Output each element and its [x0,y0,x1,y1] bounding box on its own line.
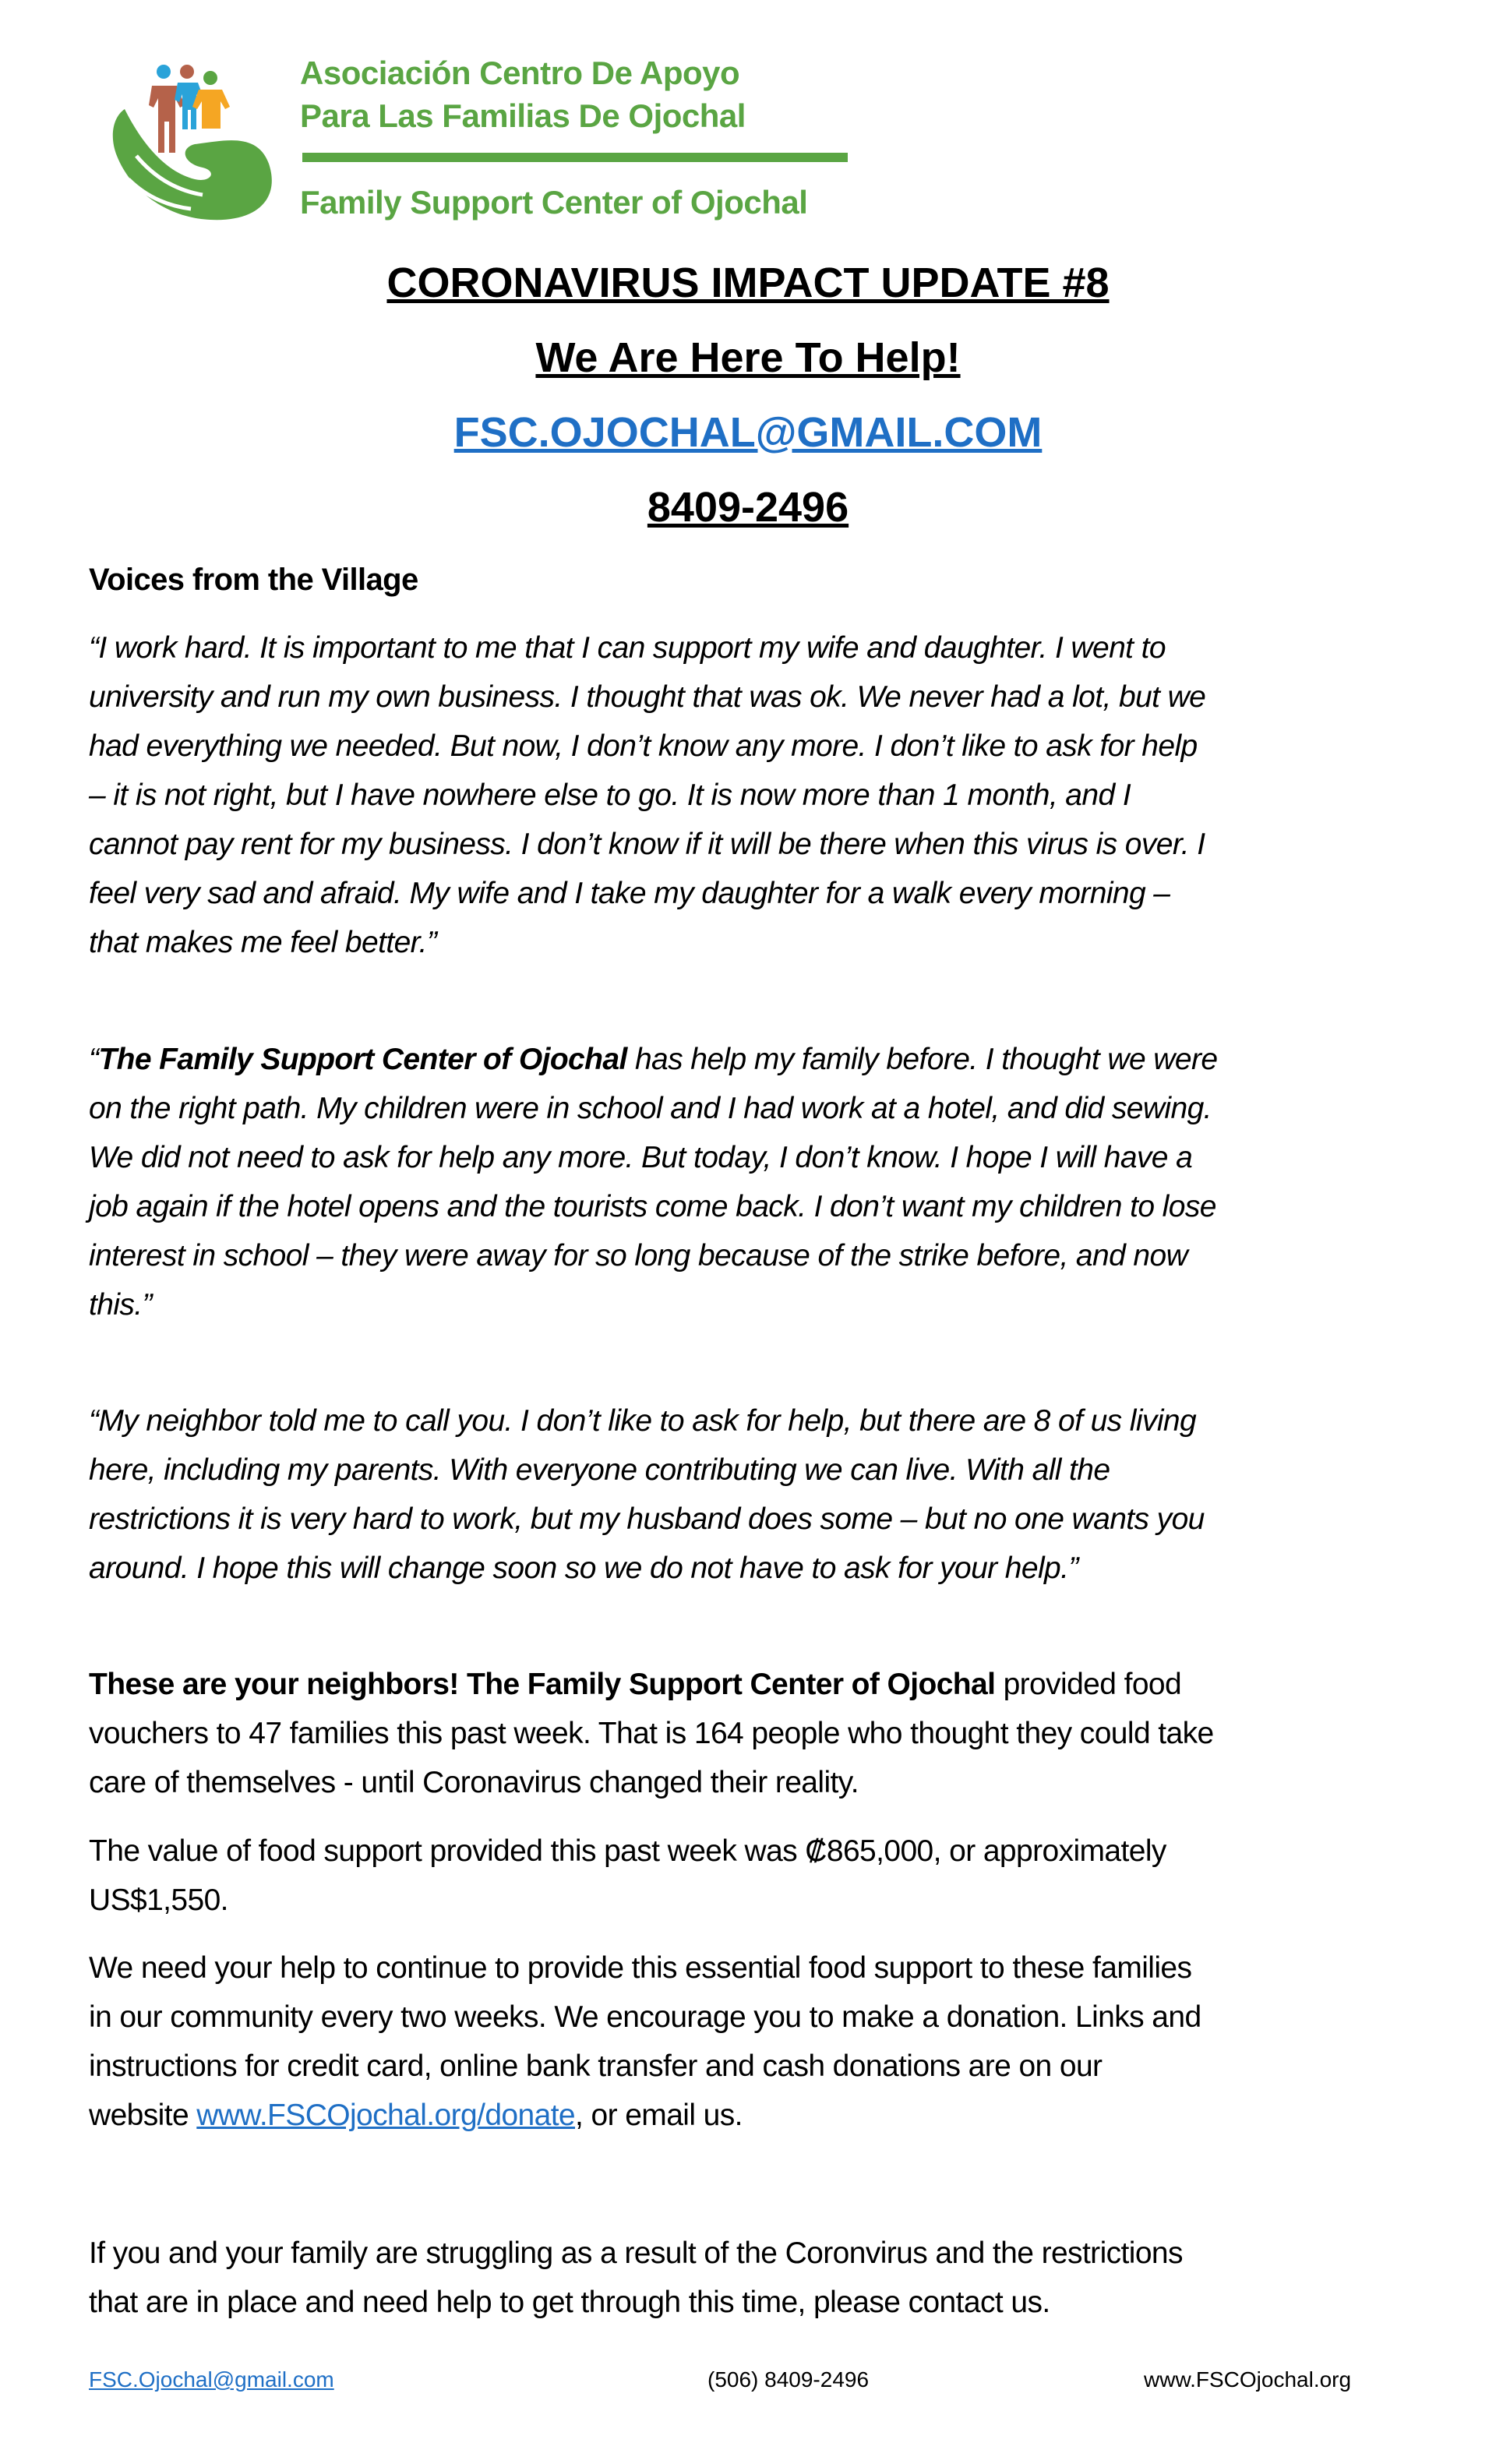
text-segment: on the right path. My children were in school and I had work at a hotel, and did sewing. [89,1092,1212,1125]
section-heading: Voices from the Village [89,563,418,597]
donate-link[interactable]: www.FSCOjochal.org/donate [196,2099,576,2132]
text-segment: We did not need to ask for help any more. But today, I don’t know. I hope I will have a [89,1141,1193,1174]
text-line [89,1943,1201,1993]
text-segment: The Family Support Center of Ojochal [98,1043,627,1076]
quote-3 [89,1396,1205,1593]
text-line [89,672,1205,722]
donation-paragraph [89,1943,1201,2140]
footer-phone: (506) 8409-2496 [707,2367,870,2392]
text-segment: US$1,550. [89,1883,228,1917]
text-segment: cannot pay rent for my business. I don’t know if it will be there when this virus is over. I [89,828,1205,861]
text-segment: restrictions it is very hard to work, but my husband does some – but no one wants you [89,1502,1205,1536]
text-line [89,1544,1205,1593]
text-line [89,820,1205,869]
text-line [89,1495,1205,1544]
text-line [89,1396,1205,1446]
text-segment: instructions for credit card, online bank transfer and cash donations are on our [89,2049,1103,2083]
hand-with-family-icon [109,55,296,226]
value-paragraph [89,1827,1166,1925]
text-segment: that are in place and need help to get through this time, please contact us. [89,2286,1050,2319]
text-segment: “ [89,1043,99,1076]
neighbors-paragraph [89,1660,1214,1807]
footer-email-link[interactable]: FSC.Ojochal@gmail.com [89,2367,334,2392]
logo-name-english: Family Support Center of Ojochal [300,184,808,221]
text-line [89,918,1205,967]
text-line [89,2042,1201,2091]
text-segment: feel very sad and afraid. My wife and I take my daughter for a walk every morning – [89,877,1170,910]
logo-name-spanish-line1: Asociación Centro De Apoyo [300,55,740,91]
text-segment: , or email us. [575,2099,743,2132]
text-segment: has help my family before. I thought we were [626,1043,1218,1076]
text-line [89,2229,1183,2278]
text-line [89,1758,1214,1807]
text-segment: “My neighbor told me to call you. I don’t like to ask for help, but there are 8 of us living [89,1404,1197,1438]
text-segment: university and run my own business. I thought that was ok. We never had a lot, but we [89,680,1206,714]
text-line [89,1993,1201,2042]
text-segment: If you and your family are struggling as a result of the Coronvirus and the restrictions [89,2236,1183,2270]
text-line [89,1827,1166,1876]
page-title: CORONAVIRUS IMPACT UPDATE #8 [386,259,1110,306]
text-segment: around. I hope this will change soon so we do not have to ask for your help.” [89,1551,1078,1585]
contact-paragraph [89,2229,1183,2327]
text-line [89,1660,1214,1709]
text-line [89,2278,1183,2327]
logo-name-spanish-line2: Para Las Familias De Ojochal [300,97,746,134]
text-segment: this.” [89,1288,152,1322]
text-segment: We need your help to continue to provide this essential food support to these families [89,1951,1192,1985]
text-segment: had everything we needed. But now, I don’t know any more. I don’t like to ask for help [89,729,1198,763]
text-segment: The value of food support provided this past week was ₡865,000, or approximately [89,1834,1166,1868]
text-line [89,1280,1217,1329]
text-segment: job again if the hotel opens and the tourists come back. I don’t want my children to lose [89,1190,1216,1223]
text-line [89,722,1205,771]
logo-divider [302,153,848,162]
page-subtitle: We Are Here To Help! [535,334,961,381]
text-line [89,1231,1217,1280]
text-line [89,1084,1217,1133]
text-line [89,1035,1217,1084]
text-segment: that makes me feel better.” [89,926,437,959]
text-line [89,869,1205,918]
quote-1 [89,623,1205,967]
header-email-link[interactable]: FSC.OJOCHAL@GMAIL.COM [453,409,1043,456]
text-line [89,2091,1201,2140]
text-segment: These are your neighbors! The Family Support Center of Ojochal [89,1668,996,1701]
text-segment: care of themselves - until Coronavirus changed their reality. [89,1766,859,1799]
text-line [89,1182,1217,1231]
text-segment: “I work hard. It is important to me that I can support my wife and daughter. I went to [89,631,1166,665]
text-line [89,1133,1217,1182]
text-line [89,1446,1205,1495]
text-line [89,623,1205,672]
logo [109,55,296,226]
text-line [89,1709,1214,1758]
text-segment: provided food [995,1668,1182,1701]
text-segment: – it is not right, but I have nowhere else to go. It is now more than 1 month, and I [89,778,1131,812]
header-phone: 8409-2496 [647,484,849,531]
text-segment: interest in school – they were away for so long because of the strike before, and now [89,1239,1188,1273]
text-segment: in our community every two weeks. We encourage you to make a donation. Links and [89,2000,1201,2034]
text-line [89,771,1205,820]
text-segment: vouchers to 47 families this past week. That is 164 people who thought they could take [89,1717,1214,1750]
text-segment: here, including my parents. With everyone contributing we can live. With all the [89,1453,1110,1487]
text-line [89,1876,1166,1925]
quote-2 [89,1035,1217,1329]
text-segment: website [89,2099,197,2132]
footer-website: www.FSCOjochal.org [1144,2367,1352,2392]
